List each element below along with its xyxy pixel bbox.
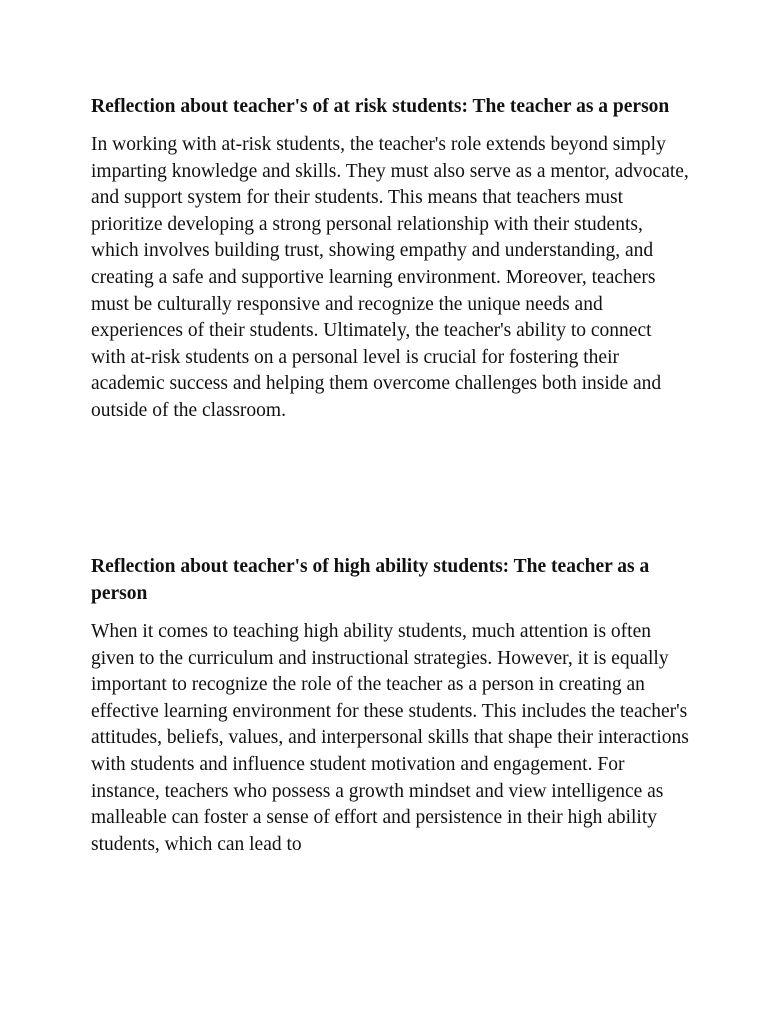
section-heading: Reflection about teacher's of at risk students: The teacher as a person	[91, 96, 670, 117]
section-high-ability-students	[91, 553, 691, 858]
section-at-risk-students	[91, 93, 691, 425]
section-heading: Reflection about teacher's of high ability students: The teacher as a person	[91, 556, 650, 604]
section-paragraph: In working with at-risk students, the teacher's role extends beyond simply imparting knowledge and skills. They must also serve as a mentor, advocate, and support system for their students. This means that teachers must prioritize developing a strong personal relationship with their students, which involves building trust, showing empathy and understanding, and creating a safe and supportive learning environment. Moreover, teachers must be culturally responsive and recognize the unique needs and experiences of their students. Ultimately, the teacher's ability to connect with at-risk students on a personal level is crucial for fostering their academic success and helping them overcome challenges both inside and outside of the classroom.	[91, 134, 689, 421]
section-paragraph: When it comes to teaching high ability students, much attention is often given to the curriculum and instructional strategies. However, it is equally important to recognize the role of the teacher as a person in creating an effective learning environment for these students. This includes the teacher's attitudes, beliefs, values, and interpersonal skills that shape their interactions with students and influence student motivation and engagement. For instance, teachers who possess a growth mindset and view intelligence as malleable can foster a sense of effort and persistence in their high ability students, which can lead to	[91, 621, 689, 855]
